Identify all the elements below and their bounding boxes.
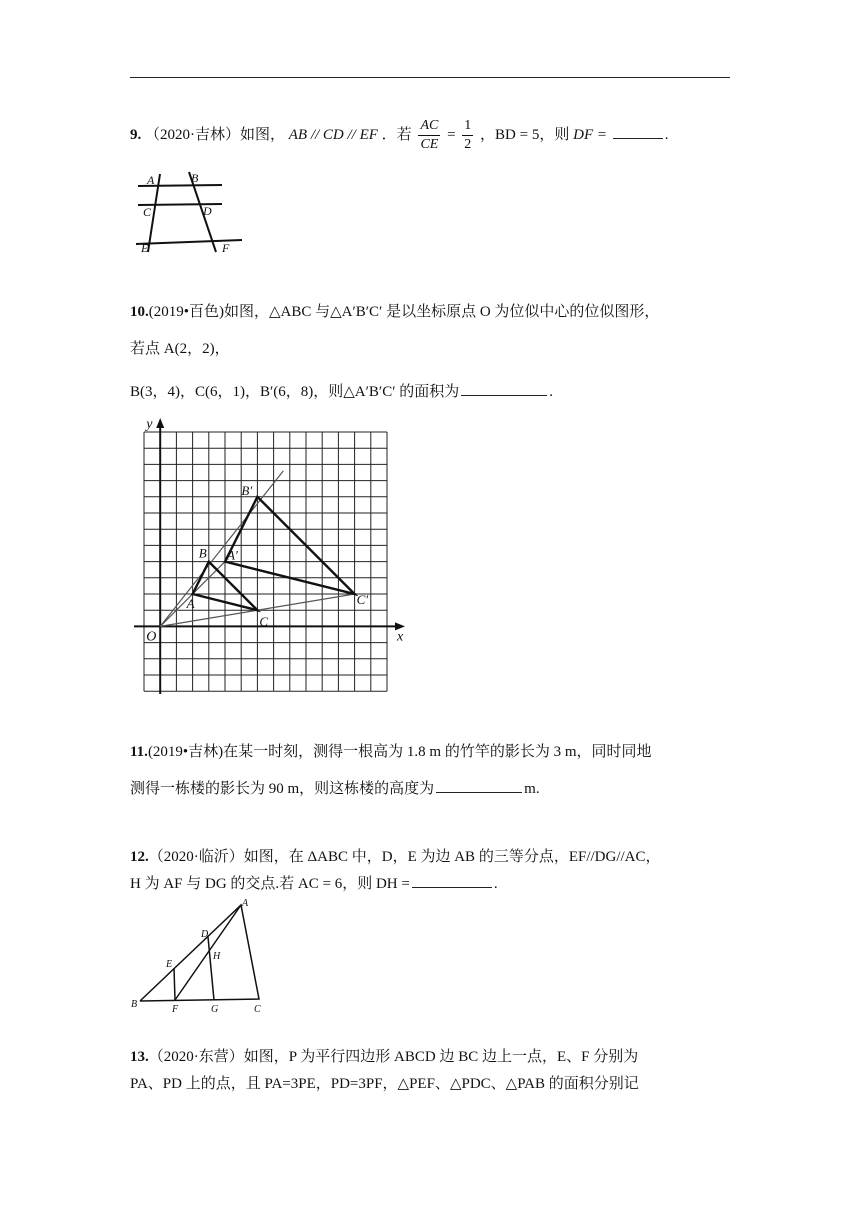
q12-label-g: G (211, 1004, 219, 1015)
q9-number: 9. (130, 126, 142, 143)
q9-label-c: C (143, 205, 152, 219)
q9-if: ．若 (381, 126, 412, 143)
q9-given: ，BD = 5，则 (480, 126, 570, 143)
q9-source: （2020·吉林）如图， (145, 126, 285, 143)
q12-label-h: H (213, 951, 221, 962)
q12-line1 (130, 845, 661, 866)
q11-answer-blank (436, 791, 522, 793)
q12-label-c: C (254, 1004, 261, 1015)
q9-ask: DF = (573, 126, 607, 143)
q10-coordinate-figure (130, 414, 410, 694)
q12-text1: （2020·临沂）如图，在 ΔABC 中，D，E 为边 AB 的三等分点，EF//DG//AC， (148, 849, 661, 865)
q10-label-c: C (259, 614, 269, 630)
q9-figure (130, 168, 245, 256)
q10-shapes (134, 418, 405, 694)
q9-equals: = (447, 126, 456, 143)
q10-text3: B(3，4)，C(6，1)，B′(6，8)，则△A′B′C′ 的面积为 (130, 384, 460, 400)
q10-label-b-prime: B′ (241, 482, 253, 498)
q11-end: m. (524, 781, 540, 797)
q10-end: . (549, 384, 553, 400)
q10-label-c-prime: C′ (356, 592, 369, 607)
q9-label-f: F (222, 241, 230, 255)
q10-line1 (130, 300, 659, 321)
q10-label-o: O (146, 629, 157, 645)
q10-label-b: B (198, 545, 207, 561)
q10-number: 10. (130, 304, 149, 320)
q9-line (130, 117, 668, 154)
q12-label-e: E (166, 959, 173, 970)
q11-line2 (130, 777, 540, 798)
q9-parallel: AB // CD // EF (288, 126, 378, 143)
q9-answer-blank (613, 137, 663, 139)
q12-label-b: B (131, 999, 138, 1010)
q12-figure (128, 897, 268, 1015)
q9-label-d: D (203, 204, 212, 218)
q9-fraction-ac-ce: $\frac{AC}{CE}$ (420, 118, 439, 152)
q10-answer-blank (461, 394, 547, 396)
q11-text1: (2019•吉林)在某一时刻，测得一根高为 1.8 m 的竹竿的影长为 3 m，同时同地 (147, 744, 652, 760)
q11-number: 11. (130, 744, 148, 760)
q9-label-a: A (147, 173, 155, 187)
q12-number: 12. (130, 849, 149, 865)
q9-label-e: E (141, 241, 149, 255)
q9-end: . (664, 126, 669, 143)
q12-line2 (130, 872, 498, 893)
q10-text1: (2019•百色)如图，△ABC 与△A′B′C′ 是以坐标原点 O 为位似中心的位似图形， (148, 304, 660, 320)
q12-end: . (493, 876, 498, 892)
q12-label-f: F (172, 1004, 179, 1015)
q12-label-d: D (201, 929, 209, 940)
y-axis-arrow (156, 418, 164, 428)
q10-label-y: y (146, 417, 153, 432)
q10-label-x: x (397, 629, 404, 645)
q13-text1: （2020·东营）如图，P 为平行四边形 ABCD 边 BC 边上一点，E、F 分别为 (148, 1049, 639, 1065)
q10-label-a: A (186, 596, 195, 611)
q12-label-a: A (242, 898, 249, 909)
q12-text2: H 为 AF 与 DG 的交点.若 AC = 6，则 DH = (130, 876, 410, 892)
q12-answer-blank (412, 886, 492, 888)
q9-fraction-half: $\frac{1}{2}$ (464, 118, 472, 152)
q11-text2: 测得一栋楼的影长为 90 m，则这栋楼的高度为 (130, 781, 435, 797)
q13-number: 13. (130, 1049, 149, 1065)
q10-grid (144, 432, 387, 691)
q13-line1 (130, 1045, 638, 1066)
q13-line2: PA、PD 上的点，且 PA=3PE，PD=3PF，△PEF、△PDC、△PAB 的面积分别记 (130, 1076, 639, 1092)
q10-line3 (130, 380, 553, 401)
q10-label-a-prime: A′ (227, 547, 238, 563)
q10-line2: 若点 A(2，2)， (130, 341, 230, 357)
header-rule (130, 77, 730, 78)
q11-line1 (130, 740, 652, 761)
q9-label-b: B (191, 171, 199, 185)
ray-through-b (160, 471, 283, 630)
